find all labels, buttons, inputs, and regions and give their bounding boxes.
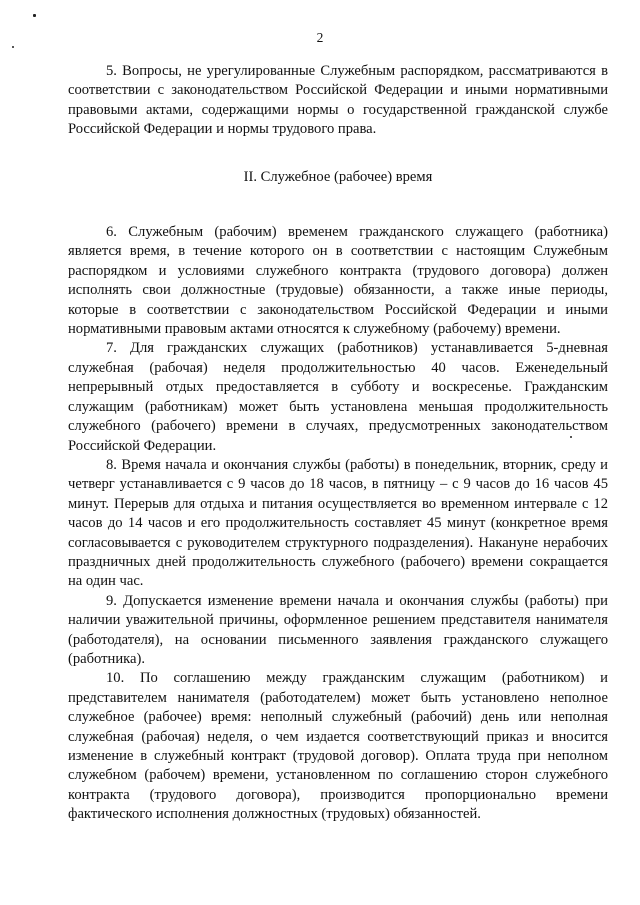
paragraph-6: 6. Служебным (рабочим) временем гражданского служащего (работника) является время, в течение которого он в соответствии с настоящим Служебным распорядком и условиями служебного контракта (трудового договора) должен исполнять свои должностные (трудовые) обязанности, а также иные периоды, которые в соответствии с законодательством Российской Федерации и иными нормативными правовым актами относятся к служебному (рабочему) времени. [68, 224, 608, 338]
scan-speck [33, 14, 36, 17]
paragraph-9: 9. Допускается изменение времени начала и окончания службы (работы) при наличии уважительной причины, оформленное решением представителя нанимателя (работодателя), на основании письменного заявления гражданского служащего (работника). [68, 592, 608, 667]
scan-speck [12, 46, 14, 48]
paragraph-7: 7. Для гражданских служащих (работников) устанавливается 5-дневная служебная (рабочая) неделя продолжительностью 40 часов. Еженедельный непрерывный отдых предоставляется в субботу и воскресенье. Гражданским служащим (работникам) может быть установлена меньшая продолжительность служебного (рабочего) времени в случаях, предусмотренных законодательством Российской Федерации. [68, 340, 608, 454]
section-heading: II. Служебное (рабочее) время [243, 168, 433, 185]
page-number: 2 [316, 30, 324, 45]
document-body [68, 62, 608, 825]
paragraph-8: 8. Время начала и окончания службы (работы) в понедельник, вторник, среду и четверг устанавливается с 9 часов до 18 часов, в пятницу – с 9 часов до 16 часов 45 минут. Перерыв для отдыха и питания осуществляется во временном интервале с 12 часов до 14 часов и его продолжительность составляет 45 минут (конкретное время согласовывается с руководителем структурного подразделения). Накануне нерабочих праздничных дней продолжительность служебного (рабочего) времени сокращается на один час. [68, 456, 608, 590]
paragraph-5: 5. Вопросы, не урегулированные Служебным распорядком, рассматриваются в соответствии с законодательством Российской Федерации и иными нормативными правовыми актами, содержащими нормы о государственной гражданской службе Российской Федерации и нормы трудового права. [68, 63, 608, 138]
paragraph-10: 10. По соглашению между гражданским служащим (работником) и представителем нанимателя (работодателем) может быть установлено неполное служебное (рабочее) время: неполный служебный (рабочий) день или неполная служебная (рабочая) неделя, о чем издается соответствующий приказ и вносится изменение в служебный контракт (трудовой договор). Оплата труда при неполном служебном (рабочем) времени, установленном по соглашению сторон служебного контракта (трудового договора), производится пропорционально времени фактического исполнения должностных (трудовых) обязанностей. [68, 670, 608, 823]
